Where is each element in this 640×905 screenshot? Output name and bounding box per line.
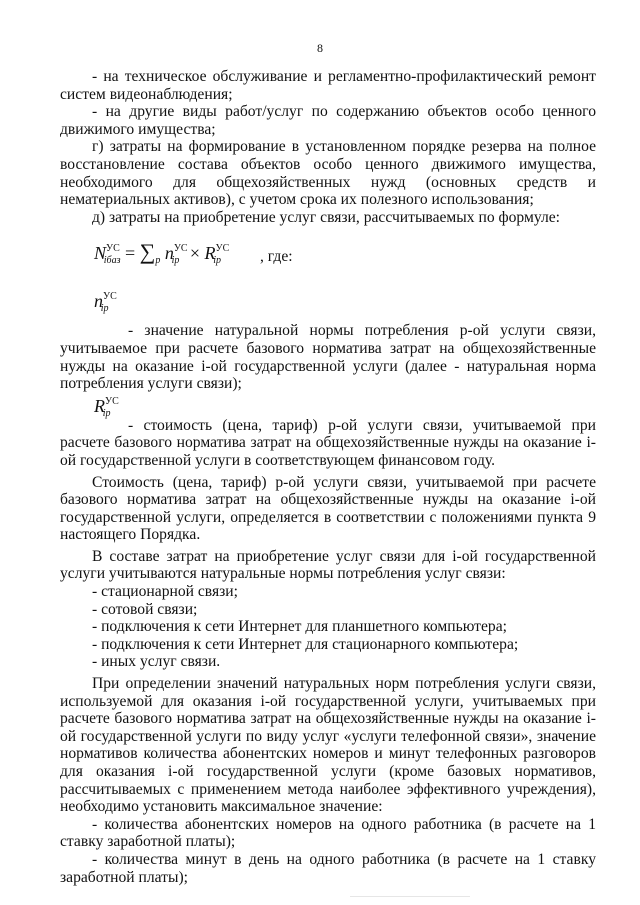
communication-types-list: [60, 583, 596, 671]
list-item: - стационарной связи;: [92, 583, 238, 601]
definition-n-symbol: $n^{УС}_{ip}$: [94, 291, 117, 315]
document-body: [60, 68, 596, 886]
formula-expression: [94, 239, 230, 270]
paragraph-natural-norms: При определении значений натуральных норм потребления услуги связи, используемой для оказания i-ой государственной услуги, учитываемых при расчете базового норматива затрат на общехозяйственные нужды на оказание i-ой государственной услуги по виду услуг «услуги телефонной связи», значение нормативов количества абонентских номеров и минут телефонных разговоров для оказания i-ой государственной услуги (кроме базовых нормативов, рассчитываемых с применением метода наиболее эффективного учреждения), необходимо установить максимальное значение:: [60, 675, 596, 816]
paragraph-subscriber-numbers: - количества абонентских номеров на одного работника (в расчете на 1 ставку заработной платы);: [60, 815, 596, 851]
formula-r-symbol: R: [204, 243, 216, 264]
formula-lhs-symbol: N: [94, 243, 107, 264]
paragraph-price-definition: Стоимость (цена, тариф) p-ой услуги связи, учитываемой при расчете базового норматива затрат на общехозяйственные нужды на оказание i-ой государственной услуги, определяется в соответствии с положениями пункта 9 настоящего Порядка.: [60, 473, 596, 544]
formula-r-sub: ip: [213, 255, 222, 267]
definition-r-text: - стоимость (цена, тариф) p-ой услуги связи, учитываемой при расчете базового норматива затрат на общехозяйственные нужды на оказание i-ой государственной услуги в соответствующем финансовом году.: [60, 416, 596, 469]
formula-n-sub: ip: [171, 255, 180, 267]
definition-n-symbol-block: [60, 282, 596, 322]
paragraph-communication-costs: д) затраты на приобретение услуг связи, рассчитываемых по формуле:: [92, 208, 560, 226]
paragraph-composition: В составе затрат на приобретение услуг связи для i-ой государственной услуги учитываются натуральные нормы потребления услуг связи:: [60, 547, 596, 583]
formula-equals: =: [124, 243, 136, 264]
scan-artifact: [350, 896, 470, 897]
paragraph-minutes-per-day: - количества минут в день на одного работника (в расчете на 1 ставку заработной платы);: [60, 850, 596, 886]
definition-r-symbol: $R^{УС}_{ip}$: [94, 395, 119, 419]
formula-r-sup: УС: [215, 243, 230, 255]
list-item: - иных услуг связи.: [92, 653, 221, 671]
formula-times: ×: [189, 243, 201, 264]
definition-r-symbol-block: [60, 393, 596, 417]
formula-sum: ∑: [139, 239, 156, 265]
page-number: 8: [317, 41, 323, 55]
formula-suffix: , где:: [260, 248, 293, 266]
paragraph-video-maintenance: - на техническое обслуживание и регламентно-профилактический ремонт систем видеонаблюдения;: [60, 68, 596, 103]
definition-n-text: - значение натуральной нормы потребления p-ой услуги связи, учитываемое при расчете базового норматива затрат на общехозяйственные нужды на оказание i-ой государственной услуги (далее - натуральная норма потребления услуги связи);: [60, 322, 596, 393]
formula-n-symbol: n: [164, 243, 174, 264]
list-item: - сотовой связи;: [92, 600, 198, 618]
paragraph-reserve: г) затраты на формирование в установленном порядке резерва на полное восстановление состава объектов особо ценного движимого имущества, необходимого для общехозяйственных нужд (основных средств и нематериальных активов), с учетом срока их полезного использования;: [60, 138, 596, 209]
formula-lhs-sup: УС: [106, 243, 120, 255]
paragraph-other-works: - на другие виды работ/услуг по содержанию объектов особо ценного движимого имущества;: [60, 103, 596, 138]
list-item: - подключения к сети Интернет для планшетного компьютера;: [92, 618, 507, 636]
formula-communication: [60, 226, 596, 282]
formula-lhs-sub: iбаз: [103, 255, 121, 267]
list-item: - подключения к сети Интернет для стационарного компьютера;: [92, 635, 519, 653]
formula-sum-sub: p: [155, 255, 161, 267]
formula-n-sup: УС: [173, 243, 188, 255]
